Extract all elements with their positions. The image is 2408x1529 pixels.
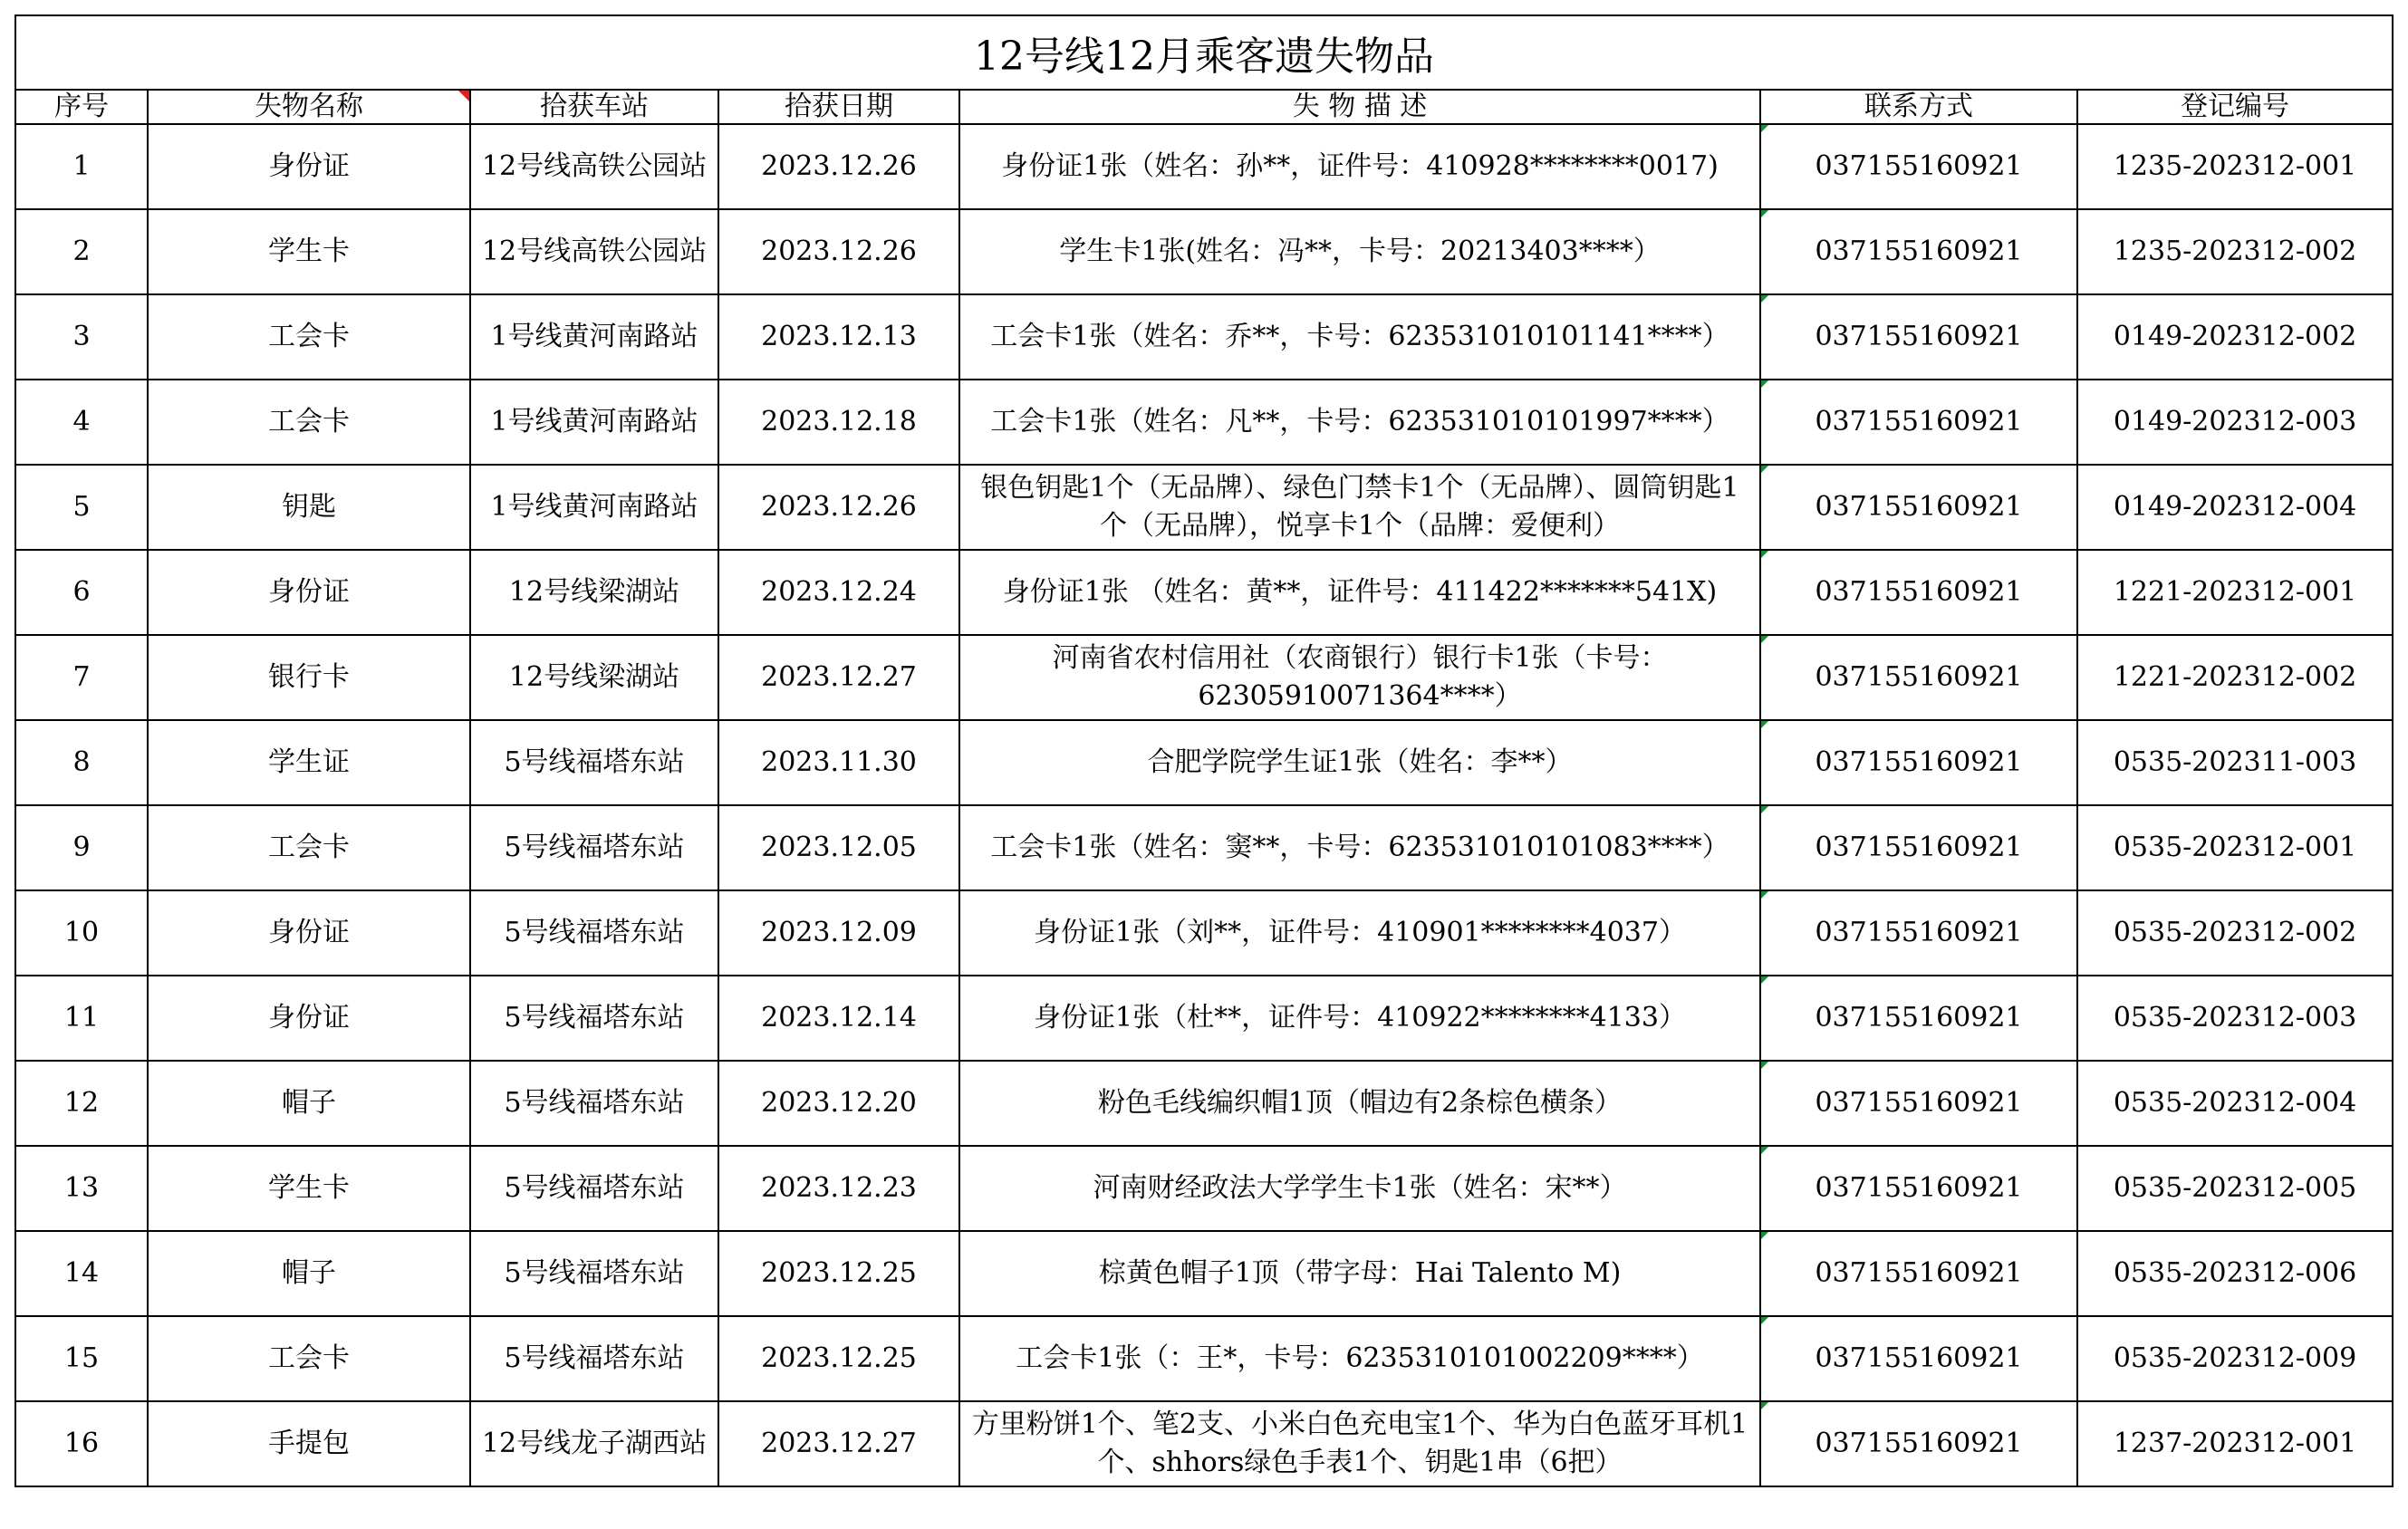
cell-contact[interactable]: [1760, 1146, 2077, 1231]
cell-item-name[interactable]: 帽子: [148, 1061, 470, 1146]
cell-contact-value: 037155160921: [1815, 1342, 2023, 1374]
cell-description[interactable]: 粉色毛线编织帽1顶（帽边有2条棕色横条）: [959, 1061, 1760, 1146]
cell-registration-no[interactable]: 1235-202312-002: [2077, 209, 2393, 294]
table-row: [15, 1401, 2393, 1486]
cell-registration-no[interactable]: 0535-202312-006: [2077, 1231, 2393, 1316]
cell-contact[interactable]: [1760, 890, 2077, 976]
table-row: [15, 124, 2393, 209]
cell-contact-value: 037155160921: [1815, 1087, 2023, 1119]
cell-registration-no[interactable]: 1221-202312-001: [2077, 550, 2393, 635]
cell-item-name[interactable]: 学生证: [148, 720, 470, 805]
cell-item-name[interactable]: 银行卡: [148, 635, 470, 720]
cell-date[interactable]: 2023.12.23: [718, 1146, 959, 1231]
cell-no[interactable]: 2: [15, 209, 148, 294]
header-row: [15, 90, 2393, 124]
cell-no[interactable]: 1: [15, 124, 148, 209]
cell-error-indicator-icon: [1761, 551, 1768, 558]
cell-station[interactable]: 1号线黄河南路站: [470, 465, 718, 550]
cell-date[interactable]: 2023.12.24: [718, 550, 959, 635]
cell-item-name[interactable]: 手提包: [148, 1401, 470, 1486]
cell-item-name[interactable]: 帽子: [148, 1231, 470, 1316]
cell-no[interactable]: 10: [15, 890, 148, 976]
cell-station[interactable]: 5号线福塔东站: [470, 1061, 718, 1146]
cell-contact[interactable]: [1760, 380, 2077, 465]
table-row: [15, 1316, 2393, 1401]
cell-date[interactable]: 2023.12.25: [718, 1316, 959, 1401]
cell-registration-no[interactable]: 0535-202312-001: [2077, 805, 2393, 890]
cell-registration-no[interactable]: 0535-202312-003: [2077, 976, 2393, 1061]
cell-contact-value: 037155160921: [1815, 1428, 2023, 1459]
cell-item-name[interactable]: 工会卡: [148, 1316, 470, 1401]
cell-contact-value: 037155160921: [1815, 917, 2023, 948]
cell-no[interactable]: 4: [15, 380, 148, 465]
cell-no[interactable]: 7: [15, 635, 148, 720]
cell-contact-value: 037155160921: [1815, 661, 2023, 693]
cell-contact[interactable]: [1760, 124, 2077, 209]
cell-contact-value: 037155160921: [1815, 746, 2023, 778]
cell-error-indicator-icon: [1761, 210, 1768, 217]
cell-no[interactable]: 8: [15, 720, 148, 805]
cell-no[interactable]: 16: [15, 1401, 148, 1486]
cell-description[interactable]: 身份证1张（杜**，证件号：410922********4133）: [959, 976, 1760, 1061]
header-contact: 联系方式: [1760, 90, 2077, 124]
table-row: [15, 1231, 2393, 1316]
cell-station[interactable]: 5号线福塔东站: [470, 976, 718, 1061]
cell-item-name[interactable]: 工会卡: [148, 805, 470, 890]
cell-item-name[interactable]: 学生卡: [148, 209, 470, 294]
cell-item-name[interactable]: 学生卡: [148, 1146, 470, 1231]
cell-station[interactable]: 5号线福塔东站: [470, 1316, 718, 1401]
cell-date[interactable]: 2023.12.27: [718, 635, 959, 720]
cell-error-indicator-icon: [1761, 1402, 1768, 1409]
cell-station[interactable]: 5号线福塔东站: [470, 890, 718, 976]
cell-item-name[interactable]: 工会卡: [148, 380, 470, 465]
cell-station[interactable]: 5号线福塔东站: [470, 1231, 718, 1316]
cell-contact-value: 037155160921: [1815, 150, 2023, 182]
cell-station[interactable]: 1号线黄河南路站: [470, 294, 718, 380]
cell-station[interactable]: 12号线高铁公园站: [470, 124, 718, 209]
header-no: 序号: [15, 90, 148, 124]
cell-no[interactable]: 13: [15, 1146, 148, 1231]
cell-contact[interactable]: [1760, 720, 2077, 805]
table-row: [15, 1061, 2393, 1146]
table-row: [15, 805, 2393, 890]
cell-description[interactable]: 工会卡1张（姓名：窦**，卡号：623531010101083****）: [959, 805, 1760, 890]
cell-description[interactable]: 河南财经政法大学学生卡1张（姓名：宋**）: [959, 1146, 1760, 1231]
cell-contact[interactable]: [1760, 1401, 2077, 1486]
cell-date[interactable]: 2023.12.26: [718, 209, 959, 294]
cell-error-indicator-icon: [1761, 976, 1768, 984]
cell-date[interactable]: 2023.12.09: [718, 890, 959, 976]
cell-description[interactable]: 方里粉饼1个、笔2支、小米白色充电宝1个、华为白色蓝牙耳机1个、shhors绿色手表1个、钥匙1串（6把）: [959, 1401, 1760, 1486]
cell-description[interactable]: 工会卡1张（：王*，卡号：6235310101002209****）: [959, 1316, 1760, 1401]
cell-no[interactable]: 5: [15, 465, 148, 550]
cell-description[interactable]: 身份证1张（刘**，证件号：410901********4037）: [959, 890, 1760, 976]
cell-contact[interactable]: [1760, 209, 2077, 294]
comment-indicator-icon: [458, 91, 469, 101]
table-row: [15, 294, 2393, 380]
cell-contact[interactable]: [1760, 1316, 2077, 1401]
cell-contact-value: 037155160921: [1815, 236, 2023, 267]
cell-contact-value: 037155160921: [1815, 1257, 2023, 1289]
cell-date[interactable]: 2023.11.30: [718, 720, 959, 805]
cell-no[interactable]: 12: [15, 1061, 148, 1146]
cell-date[interactable]: 2023.12.13: [718, 294, 959, 380]
cell-contact-value: 037155160921: [1815, 1002, 2023, 1034]
cell-station[interactable]: 12号线高铁公园站: [470, 209, 718, 294]
cell-date[interactable]: 2023.12.20: [718, 1061, 959, 1146]
header-item-name: [148, 90, 470, 124]
table-row: [15, 635, 2393, 720]
cell-error-indicator-icon: [1761, 806, 1768, 813]
cell-no[interactable]: 3: [15, 294, 148, 380]
cell-error-indicator-icon: [1761, 295, 1768, 303]
cell-item-name[interactable]: 身份证: [148, 124, 470, 209]
cell-registration-no[interactable]: 1235-202312-001: [2077, 124, 2393, 209]
cell-description[interactable]: 身份证1张（姓名：孙**，证件号：410928********0017): [959, 124, 1760, 209]
cell-registration-no[interactable]: 0149-202312-003: [2077, 380, 2393, 465]
cell-station[interactable]: 12号线梁湖站: [470, 635, 718, 720]
cell-description[interactable]: 河南省农村信用社（农商银行）银行卡1张（卡号：62305910071364****）: [959, 635, 1760, 720]
cell-error-indicator-icon: [1761, 1232, 1768, 1239]
cell-item-name[interactable]: 身份证: [148, 550, 470, 635]
cell-contact[interactable]: [1760, 550, 2077, 635]
cell-error-indicator-icon: [1761, 1147, 1768, 1154]
cell-description[interactable]: 身份证1张 （姓名：黄**，证件号：411422*******541X): [959, 550, 1760, 635]
cell-description[interactable]: 学生卡1张(姓名：冯**，卡号：20213403****）: [959, 209, 1760, 294]
cell-item-name[interactable]: 钥匙: [148, 465, 470, 550]
header-item-name-label: 失物名称: [255, 91, 363, 122]
table-row: [15, 890, 2393, 976]
cell-description[interactable]: 棕黄色帽子1顶（带字母：Hai Talento M): [959, 1231, 1760, 1316]
cell-registration-no[interactable]: 0535-202312-005: [2077, 1146, 2393, 1231]
cell-registration-no[interactable]: 0535-202312-002: [2077, 890, 2393, 976]
cell-date[interactable]: 2023.12.26: [718, 465, 959, 550]
cell-error-indicator-icon: [1761, 891, 1768, 899]
cell-contact-value: 037155160921: [1815, 406, 2023, 438]
cell-contact[interactable]: [1760, 294, 2077, 380]
cell-contact-value: 037155160921: [1815, 1172, 2023, 1204]
cell-contact[interactable]: [1760, 635, 2077, 720]
table-row: [15, 976, 2393, 1061]
cell-date[interactable]: 2023.12.25: [718, 1231, 959, 1316]
cell-error-indicator-icon: [1761, 380, 1768, 388]
cell-date[interactable]: 2023.12.26: [718, 124, 959, 209]
table-title: 12号线12月乘客遗失物品: [15, 15, 2393, 90]
table-row: [15, 209, 2393, 294]
cell-registration-no[interactable]: 0149-202312-002: [2077, 294, 2393, 380]
cell-description[interactable]: 工会卡1张（姓名：凡**，卡号：623531010101997****）: [959, 380, 1760, 465]
header-description: 失 物 描 述: [959, 90, 1760, 124]
cell-description[interactable]: 银色钥匙1个（无品牌）、绿色门禁卡1个（无品牌）、圆筒钥匙1个（无品牌），悦享卡1个（品牌：爱便利）: [959, 465, 1760, 550]
cell-no[interactable]: 11: [15, 976, 148, 1061]
cell-contact-value: 037155160921: [1815, 576, 2023, 608]
cell-error-indicator-icon: [1761, 721, 1768, 728]
cell-date[interactable]: 2023.12.18: [718, 380, 959, 465]
cell-station[interactable]: 5号线福塔东站: [470, 720, 718, 805]
cell-registration-no[interactable]: 0149-202312-004: [2077, 465, 2393, 550]
cell-item-name[interactable]: 工会卡: [148, 294, 470, 380]
cell-description[interactable]: 合肥学院学生证1张（姓名：李**）: [959, 720, 1760, 805]
cell-date[interactable]: 2023.12.14: [718, 976, 959, 1061]
cell-contact[interactable]: [1760, 1061, 2077, 1146]
cell-contact[interactable]: [1760, 465, 2077, 550]
table-row: [15, 720, 2393, 805]
cell-date[interactable]: 2023.12.05: [718, 805, 959, 890]
cell-contact[interactable]: [1760, 976, 2077, 1061]
cell-station[interactable]: 5号线福塔东站: [470, 1146, 718, 1231]
table-row: [15, 1146, 2393, 1231]
cell-registration-no[interactable]: 1221-202312-002: [2077, 635, 2393, 720]
cell-error-indicator-icon: [1761, 1317, 1768, 1324]
cell-registration-no[interactable]: 1237-202312-001: [2077, 1401, 2393, 1486]
lost-items-table: [14, 14, 2394, 1487]
cell-no[interactable]: 6: [15, 550, 148, 635]
cell-contact-value: 037155160921: [1815, 321, 2023, 352]
cell-registration-no[interactable]: 0535-202312-004: [2077, 1061, 2393, 1146]
cell-station[interactable]: 12号线龙子湖西站: [470, 1401, 718, 1486]
lost-items-sheet: [14, 14, 2392, 1487]
cell-no[interactable]: 9: [15, 805, 148, 890]
header-station: 拾获车站: [470, 90, 718, 124]
cell-date[interactable]: 2023.12.27: [718, 1401, 959, 1486]
cell-station[interactable]: 1号线黄河南路站: [470, 380, 718, 465]
cell-registration-no[interactable]: 0535-202312-009: [2077, 1316, 2393, 1401]
cell-contact[interactable]: [1760, 805, 2077, 890]
table-body: [15, 124, 2393, 1486]
cell-item-name[interactable]: 身份证: [148, 976, 470, 1061]
cell-no[interactable]: 14: [15, 1231, 148, 1316]
table-row: [15, 465, 2393, 550]
cell-error-indicator-icon: [1761, 636, 1768, 643]
cell-station[interactable]: 5号线福塔东站: [470, 805, 718, 890]
cell-contact-value: 037155160921: [1815, 491, 2023, 523]
cell-item-name[interactable]: 身份证: [148, 890, 470, 976]
cell-error-indicator-icon: [1761, 1062, 1768, 1069]
cell-contact[interactable]: [1760, 1231, 2077, 1316]
table-row: [15, 380, 2393, 465]
header-registration-no: 登记编号: [2077, 90, 2393, 124]
cell-station[interactable]: 12号线梁湖站: [470, 550, 718, 635]
header-date: 拾获日期: [718, 90, 959, 124]
cell-registration-no[interactable]: 0535-202311-003: [2077, 720, 2393, 805]
cell-contact-value: 037155160921: [1815, 832, 2023, 863]
cell-error-indicator-icon: [1761, 466, 1768, 473]
cell-description[interactable]: 工会卡1张（姓名：乔**，卡号：623531010101141****）: [959, 294, 1760, 380]
table-row: [15, 550, 2393, 635]
cell-error-indicator-icon: [1761, 125, 1768, 132]
cell-no[interactable]: 15: [15, 1316, 148, 1401]
